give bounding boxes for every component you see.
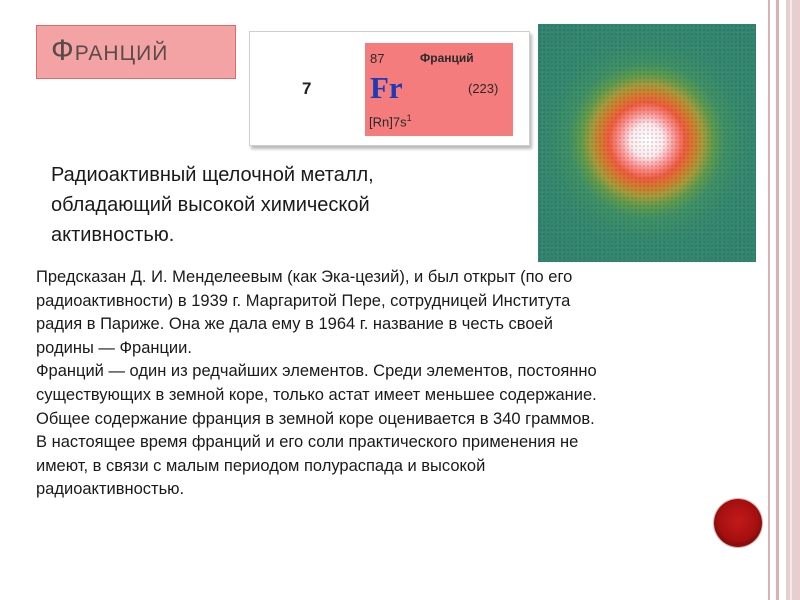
body-line: Франций — один из редчайших элементов. Среди элементов, постоянно bbox=[36, 362, 597, 381]
edge-stripe bbox=[776, 0, 779, 600]
body-line: родины — Франции. bbox=[36, 338, 192, 357]
period-number: 7 bbox=[302, 79, 312, 98]
body-line: Общее содержание франция в земной коре оценивается в 340 граммов. bbox=[36, 409, 595, 428]
body-line: радиоактивностью. bbox=[36, 480, 185, 499]
element-name: Франций bbox=[420, 51, 474, 65]
red-circle-decoration bbox=[714, 499, 762, 547]
photo-noise bbox=[538, 24, 756, 262]
body-line: радиоактивности) в 1939 г. Маргаритой Пере, сотрудницей Института bbox=[36, 291, 571, 310]
edge-stripe bbox=[768, 0, 770, 600]
lead-text: Радиоактивный щелочной металл, обладающий высокой химической активностью. bbox=[51, 164, 374, 246]
atomic-mass: (223) bbox=[468, 81, 499, 96]
slide-title: Франций bbox=[51, 34, 169, 67]
electron-config-base: [Rn]7s bbox=[369, 114, 407, 130]
edge-stripe bbox=[790, 0, 792, 600]
body-line: В настоящее время франций и его соли практического применения не bbox=[36, 433, 579, 452]
francium-glow-image bbox=[538, 24, 756, 262]
body-line: существующих в земной коре, только астат имеет меньшее содержание. bbox=[36, 385, 597, 404]
body-line: радия в Париже. Она же дала ему в 1964 г. название в честь своей bbox=[36, 315, 553, 334]
electron-config-superscript: 1 bbox=[406, 113, 412, 123]
body-line: Предсказан Д. И. Менделеевым (как Эка-цезий), и был открыт (по его bbox=[36, 268, 573, 286]
body-text bbox=[36, 266, 756, 502]
edge-stripe bbox=[786, 0, 800, 600]
atomic-number: 87 bbox=[370, 51, 385, 66]
body-line: имеют, в связи с малым периодом полураспада и высокой bbox=[36, 456, 486, 475]
electron-configuration bbox=[369, 113, 412, 129]
element-symbol: Fr bbox=[370, 70, 403, 105]
title-box bbox=[36, 25, 236, 79]
